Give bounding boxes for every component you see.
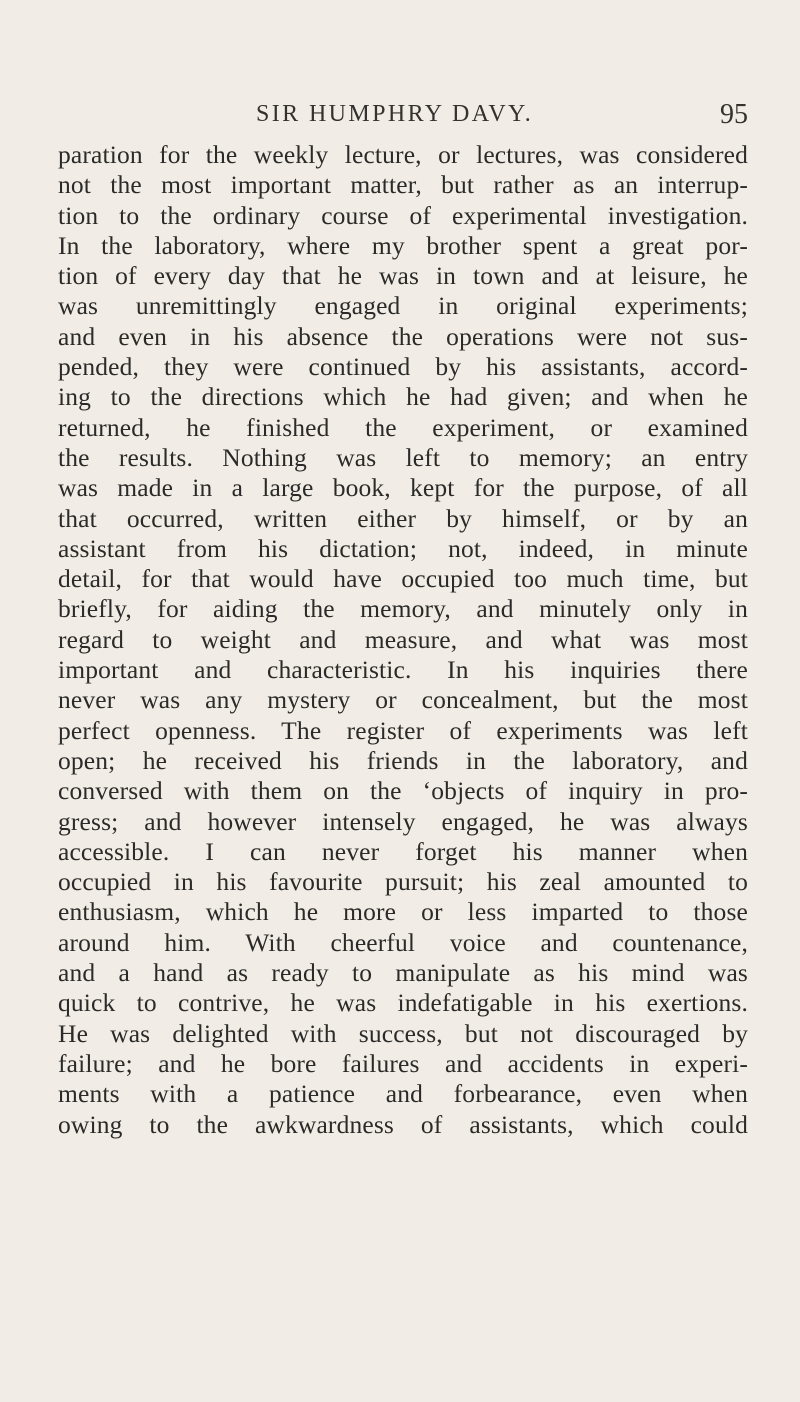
text-line: assistant from his dictation; not, indeed, in minute [58, 533, 748, 563]
text-line: perfect openness. The register of experiments was left [58, 715, 748, 745]
text-line: the results. Nothing was left to memory; an entry [58, 442, 748, 472]
text-line: He was delighted with success, but not discouraged by [58, 1018, 748, 1048]
text-line: ments with a patience and forbearance, even when [58, 1079, 748, 1109]
text-line: and even in his absence the operations were not sus- [58, 321, 748, 351]
text-line: that occurred, written either by himself, or by an [58, 503, 748, 533]
page-number: 95 [720, 99, 748, 130]
text-line: In the laboratory, where my brother spent a great por- [58, 230, 748, 260]
running-title: SIR HUMPHRY DAVY. [256, 101, 534, 127]
text-line: returned, he finished the experiment, or examined [58, 412, 748, 442]
running-head [60, 101, 748, 137]
text-line: pended, they were continued by his assistants, accord- [58, 352, 748, 382]
text-line: detail, for that would have occupied too much time, but [58, 564, 748, 594]
text-line: occupied in his favourite pursuit; his zeal amounted to [58, 867, 748, 897]
text-line: and a hand as ready to manipulate as his mind was [58, 958, 748, 988]
text-line: quick to contrive, he was indefatigable in his exertions. [58, 988, 748, 1018]
text-line: conversed with them on the ‘objects of inquiry in pro- [58, 776, 748, 806]
text-line: tion to the ordinary course of experimental investigation. [58, 200, 748, 230]
text-line: accessible. I can never forget his manner when [58, 836, 748, 866]
text-line: open; he received his friends in the laboratory, and [58, 745, 748, 775]
text-line: around him. With cheerful voice and countenance, [58, 927, 748, 957]
text-line: paration for the weekly lecture, or lectures, was considered [58, 140, 748, 169]
text-line: was made in a large book, kept for the purpose, of all [58, 473, 748, 503]
text-line: briefly, for aiding the memory, and minutely only in [58, 594, 748, 624]
text-line: tion of every day that he was in town and at leisure, he [58, 261, 748, 291]
text-line: owing to the awkwardness of assistants, which could [58, 1109, 748, 1139]
text-line: enthusiasm, which he more or less imparted to those [58, 897, 748, 927]
text-line: gress; and however intensely engaged, he was always [58, 806, 748, 836]
body-text [58, 140, 748, 1140]
text-line: not the most important matter, but rather as an interrup- [58, 170, 748, 200]
text-line: was unremittingly engaged in original experiments; [58, 291, 748, 321]
text-line: ing to the directions which he had given; and when he [58, 382, 748, 412]
text-line: regard to weight and measure, and what was most [58, 624, 748, 654]
text-line: never was any mystery or concealment, but the most [58, 685, 748, 715]
text-line: failure; and he bore failures and accidents in experi- [58, 1048, 748, 1078]
text-line: important and characteristic. In his inquiries there [58, 655, 748, 685]
